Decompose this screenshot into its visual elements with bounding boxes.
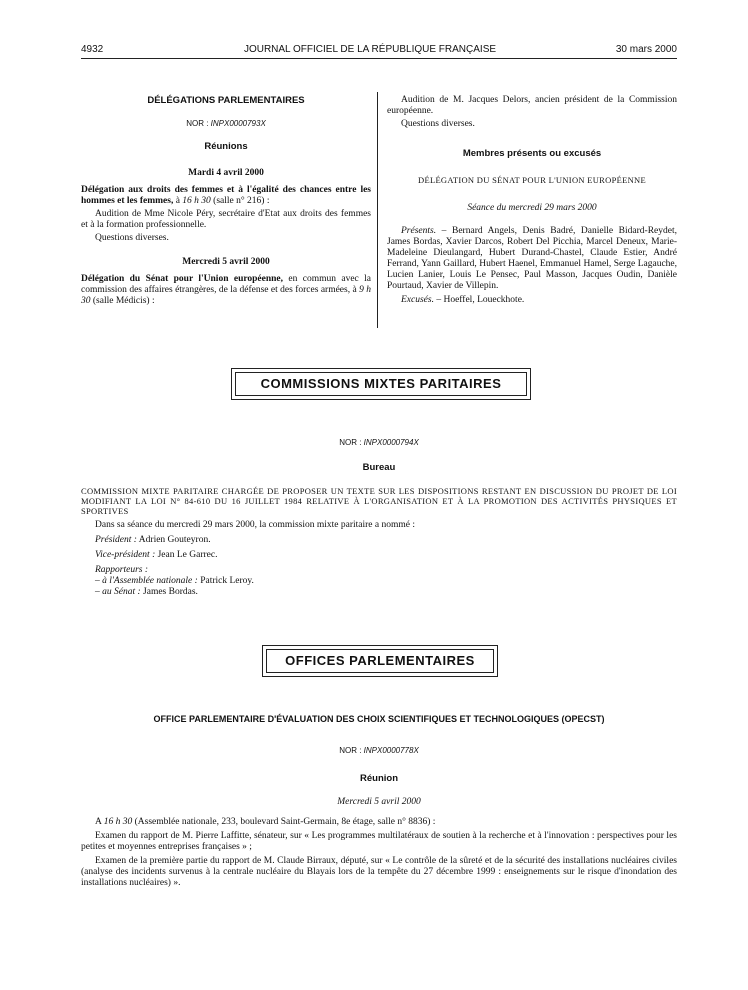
president-name: Adrien Gouteyron. (136, 535, 211, 545)
cmp-rap1 (81, 576, 677, 587)
rap2-name: James Bordas. (140, 587, 198, 597)
office-title: OFFICE PARLEMENTAIRE D'ÉVALUATION DES CHOIX SCIENTIFIQUES ET TECHNOLOGIQUES (OPECST) (153, 714, 605, 724)
right-column (387, 95, 677, 306)
offices-item1: Examen du rapport de M. Pierre Laffitte, sénateur, sur « Les programmes multilatéraux de soutien à la recherche et à l'innovation : perspectives pour les petites et moyennes entreprises françaises » ; (81, 831, 677, 852)
cmp-intro: Dans sa séance du mercredi 29 mars 2000, la commission mixte paritaire a nommé : (95, 520, 416, 530)
cmp-body (81, 486, 677, 598)
day2-date: Mercredi 5 avril 2000 (182, 257, 270, 267)
rap1-name: Patrick Leroy. (197, 576, 254, 586)
page-number: 4932 (81, 44, 104, 55)
cmp-nor-code: INPX0000794X (363, 438, 419, 447)
cmp-president (81, 535, 677, 546)
right-item1: Audition de M. Jacques Delors, ancien président de la Commission européenne. (387, 95, 677, 116)
vice-label: Vice-président : (95, 550, 156, 560)
nor-code: INPX0000793X (210, 119, 266, 128)
offices-time-pre: A (95, 817, 104, 827)
seance-date: Séance du mercredi 29 mars 2000 (467, 203, 597, 213)
header-rule (81, 58, 677, 59)
offices-nor-line (81, 745, 677, 756)
nor-line (81, 118, 371, 129)
nor-label: NOR : (186, 119, 211, 128)
cmp-nor-label: NOR : (339, 438, 364, 447)
offices-date: Mercredi 5 avril 2000 (337, 797, 421, 807)
cmp-rapporteurs (81, 565, 677, 576)
rap2-label: – au Sénat : (95, 587, 141, 597)
offices-title: OFFICES PARLEMENTAIRES (266, 649, 494, 673)
rapporteurs-label: Rapporteurs : (95, 565, 149, 575)
offices-title-box (262, 645, 498, 677)
header-date: 30 mars 2000 (615, 44, 677, 55)
offices-item2: Examen de la première partie du rapport de M. Claude Birraux, député, sur « Le contrôle de la sûreté et de la sécurité des installations nucléaires civiles (analyse des incidents survenus à la centrale nucléaire du Blayais lors de la tempête du 27 décembre 1999 : enseignements sur le risque d'inondation des installations nucléaires) ». (81, 856, 677, 888)
day1-room: (salle n° 216) : (210, 196, 270, 206)
day2-heading (81, 274, 371, 307)
day1-item1: Audition de Mme Nicole Péry, secrétaire d'Etat aux droits des femmes et à la formation professionnelle. (81, 209, 371, 230)
cmp-vice (81, 550, 677, 561)
cmp-rap2 (81, 587, 677, 598)
right-item2: Questions diverses. (401, 119, 475, 129)
presents-list: – Bernard Angels, Denis Badré, Danielle Bidard-Reydet, James Bordas, Xavier Darcos, Robert Del Picchia, Marcel Deneux, Marie-Madeleine Dieulangard, Hubert Durand-Chastel, Claude Estier, André Ferrand, Yann Gaillard, Hubert Haenel, Emmanuel Hamel, Serge Lagauche, Lucien Lanier, Louis Le Pensec, Paul Masson, Jacques Oudin, Danièle Pourtaud, Xavier de Villepin. (387, 226, 677, 291)
day2-time: 9 h 30 (81, 285, 372, 306)
cmp-commission: COMMISSION MIXTE PARITAIRE CHARGÉE DE PROPOSER UN TEXTE SUR LES DISPOSITIONS RESTANT EN DISCUSSION DU PROJET DE LOI MODIFIANT LA LOI N° 84-610 DU 16 JUILLET 1984 RELATIVE À L'ORGANISATION ET À LA PROMOTION DES ACTIVITÉS PHYSIQUES ET SPORTIVES (81, 486, 677, 516)
column-divider (377, 92, 378, 328)
rap1-label: – à l'Assemblée nationale : (95, 576, 198, 586)
excuses-label: Excusés. (401, 295, 434, 305)
excuses-list: – Hoeffel, Loueckhote. (433, 295, 525, 305)
day1-item2: Questions diverses. (95, 233, 169, 243)
section-title: DÉLÉGATIONS PARLEMENTAIRES (147, 95, 305, 106)
offices-nor-code: INPX0000778X (363, 746, 419, 755)
day2-text: en commun avec la commission des affaires étrangères, de la défense et des forces armées, à (81, 274, 371, 295)
offices-body (81, 817, 677, 889)
day1-delegation: Délégation aux droits des femmes et à l'égalité des chances entre les hommes et les femmes, (81, 185, 371, 206)
cmp-title-box (231, 368, 531, 400)
offices-time-value: 16 h 30 (103, 817, 133, 827)
cmp-nor-line (81, 437, 677, 448)
members-title: Membres présents ou excusés (462, 148, 602, 159)
cmp-title: COMMISSIONS MIXTES PARITAIRES (235, 372, 527, 396)
journal-title: JOURNAL OFFICIEL DE LA RÉPUBLIQUE FRANÇAISE (243, 44, 497, 55)
delegation-name: DÉLÉGATION DU SÉNAT POUR L'UNION EUROPÉENNE (418, 175, 646, 185)
reunion-heading: Réunion (360, 773, 398, 784)
excuses (387, 295, 677, 306)
day1-time: 16 h 30 (182, 196, 211, 206)
day1-date: Mardi 4 avril 2000 (188, 168, 264, 178)
day2-room: (salle Médicis) : (90, 296, 155, 306)
left-column (81, 95, 371, 307)
reunions-heading: Réunions (204, 141, 248, 152)
day2-delegation: Délégation du Sénat pour l'Union européenne, (81, 274, 284, 284)
bureau-heading: Bureau (362, 462, 396, 473)
vice-name: Jean Le Garrec. (155, 550, 218, 560)
offices-nor-label: NOR : (339, 746, 364, 755)
president-label: Président : (95, 535, 137, 545)
offices-place: (Assemblée nationale, 233, boulevard Saint-Germain, 8e étage, salle n° 8836) : (132, 817, 436, 827)
presents (387, 226, 677, 292)
day1-heading (81, 185, 371, 207)
presents-label: Présents. (401, 226, 437, 236)
offices-time (81, 817, 677, 828)
day1-time-pre: à (173, 196, 183, 206)
